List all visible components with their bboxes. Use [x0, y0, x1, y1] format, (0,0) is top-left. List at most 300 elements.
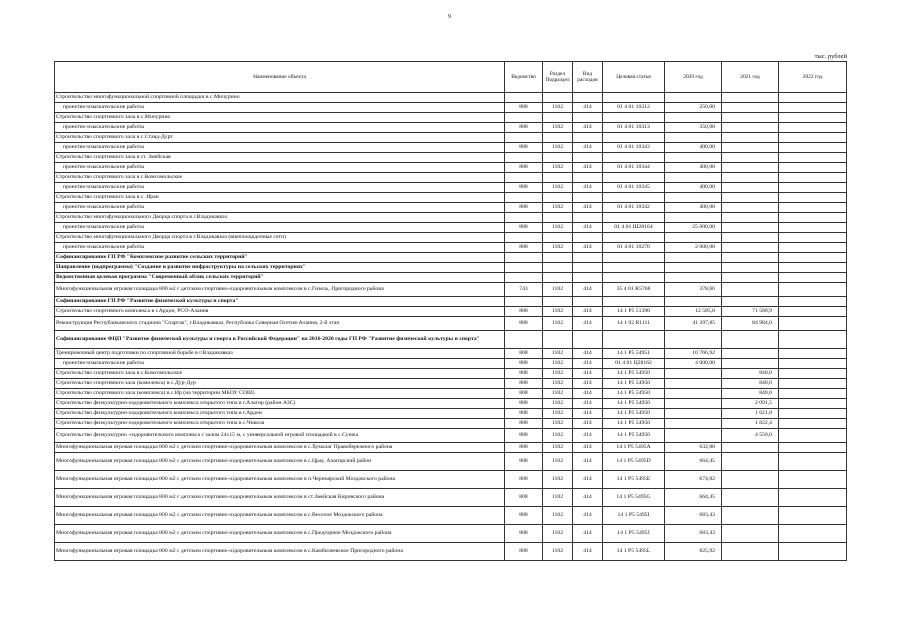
cell-2020: 400,00 — [665, 203, 722, 213]
cell-2020: 400,00 — [665, 163, 722, 173]
cell-section — [543, 297, 573, 307]
cell-2021: 84 984,0 — [722, 317, 779, 331]
header-expense-type: Вид расходов — [573, 62, 603, 93]
table-row — [55, 163, 847, 173]
cell-2020: 400,00 — [665, 183, 722, 193]
cell-2021 — [722, 203, 779, 213]
cell-target-article: 14 1 P5 54950 — [603, 369, 665, 379]
cell-target-article — [603, 273, 665, 283]
cell-section — [543, 133, 573, 143]
table-row — [55, 543, 847, 561]
cell-2021 — [722, 133, 779, 143]
cell-2021 — [722, 253, 779, 263]
cell-section: 1102 — [543, 183, 573, 193]
cell-2020: 683,43 — [665, 507, 722, 525]
cell-2022 — [779, 331, 847, 349]
cell-department: 808 — [505, 525, 543, 543]
cell-expense-type: 414 — [573, 389, 603, 399]
cell-department: 808 — [505, 203, 543, 213]
cell-object-name: Строительство спортивного зала в с.Комсомольское — [55, 369, 505, 379]
cell-2020: 674,82 — [665, 471, 722, 489]
cell-2022 — [779, 297, 847, 307]
cell-object-name: Строительство спортивного зала в с.Мичурино — [55, 113, 505, 123]
cell-2020: 41 397,85 — [665, 317, 722, 331]
cell-2021 — [722, 331, 779, 349]
cell-target-article — [603, 113, 665, 123]
cell-department: 808 — [505, 143, 543, 153]
header-section: Раздел Подраздел — [543, 62, 573, 93]
table-row — [55, 471, 847, 489]
cell-object-name: Строительство спортивного зала (комплекса) в с.Ир (на территории МБОУ СОШ) — [55, 389, 505, 399]
cell-department — [505, 331, 543, 349]
cell-section: 1102 — [543, 525, 573, 543]
table-row — [55, 507, 847, 525]
cell-2020: 12 585,0 — [665, 307, 722, 317]
cell-department: 808 — [505, 163, 543, 173]
cell-section: 1102 — [543, 409, 573, 419]
cell-2021 — [722, 453, 779, 471]
cell-department: 808 — [505, 419, 543, 429]
table-row — [55, 307, 847, 317]
cell-expense-type: 414 — [573, 453, 603, 471]
cell-2022 — [779, 133, 847, 143]
cell-object-name: Реконструкция Республиканского стадиона "Спартак", г.Владикавказ, Республика Северная Осетия-Алания, 2-й этап — [55, 317, 505, 331]
cell-department — [505, 233, 543, 243]
cell-2022 — [779, 507, 847, 525]
cell-object-name: Многофункциональная игровая площадка 800 м2 с детским спортивно-оздоровительным комплексом в ст.Змейская Кировского района — [55, 489, 505, 507]
cell-expense-type: 414 — [573, 283, 603, 297]
cell-target-article — [603, 213, 665, 223]
table-row — [55, 263, 847, 273]
cell-object-name: Многофункциональная игровая площадка 800 м2 с детским спортивно-оздоровительным комплексом в с.Предгорное Моздокского района — [55, 525, 505, 543]
cell-2021 — [722, 213, 779, 223]
cell-target-article: 14 1 P5 5495A — [603, 443, 665, 453]
table-row — [55, 153, 847, 163]
cell-department: 808 — [505, 471, 543, 489]
cell-department: 808 — [505, 389, 543, 399]
table-row — [55, 419, 847, 429]
cell-section: 1102 — [543, 123, 573, 133]
cell-department: 808 — [505, 307, 543, 317]
cell-object-name: Строительство физкультурно-оздоровительного комплекса открытого типа в с.Чикола — [55, 419, 505, 429]
cell-2022 — [779, 273, 847, 283]
cell-object-name: проектно-изыскательские работы — [55, 103, 505, 113]
cell-2022 — [779, 429, 847, 443]
cell-department: 808 — [505, 429, 543, 443]
cell-expense-type: 414 — [573, 399, 603, 409]
cell-2022 — [779, 123, 847, 133]
cell-department: 808 — [505, 443, 543, 453]
cell-section: 1102 — [543, 359, 573, 369]
cell-section: 1102 — [543, 429, 573, 443]
cell-2022 — [779, 419, 847, 429]
cell-department: 808 — [505, 543, 543, 561]
cell-section — [543, 93, 573, 103]
cell-2020 — [665, 369, 722, 379]
cell-expense-type: 414 — [573, 369, 603, 379]
cell-expense-type — [573, 193, 603, 203]
cell-department — [505, 133, 543, 143]
table-row — [55, 369, 847, 379]
cell-target-article: 01 4 01 10344 — [603, 163, 665, 173]
cell-object-name: проектно-изыскательские работы — [55, 183, 505, 193]
cell-2021 — [722, 243, 779, 253]
cell-2022 — [779, 253, 847, 263]
cell-2021 — [722, 123, 779, 133]
cell-2021 — [722, 489, 779, 507]
cell-target-article: 01 4 01 10313 — [603, 123, 665, 133]
cell-department — [505, 113, 543, 123]
cell-object-name: Ведомственная целевая программа "Современный облик сельских территорий" — [55, 273, 505, 283]
cell-2022 — [779, 93, 847, 103]
cell-2020: 2 000,00 — [665, 243, 722, 253]
cell-expense-type: 414 — [573, 123, 603, 133]
cell-expense-type — [573, 331, 603, 349]
cell-object-name: Строительство спортивного зала (комплекса) в с.Дур-Дур — [55, 379, 505, 389]
cell-expense-type — [573, 153, 603, 163]
cell-expense-type — [573, 113, 603, 123]
cell-target-article: 14 1 P5 54950 — [603, 399, 665, 409]
cell-section: 1102 — [543, 453, 573, 471]
cell-2020 — [665, 331, 722, 349]
cell-2022 — [779, 163, 847, 173]
table-row — [55, 213, 847, 223]
cell-object-name: Строительство многофункционального Дворца спорта в г.Владикавказ — [55, 213, 505, 223]
cell-2021: 2 091,5 — [722, 399, 779, 409]
cell-2020 — [665, 173, 722, 183]
cell-target-article: 14 1 02 R1111 — [603, 317, 665, 331]
cell-section: 1102 — [543, 379, 573, 389]
cell-2020 — [665, 297, 722, 307]
cell-2021 — [722, 103, 779, 113]
cell-2022 — [779, 409, 847, 419]
cell-expense-type: 414 — [573, 223, 603, 233]
cell-expense-type: 414 — [573, 359, 603, 369]
cell-section: 1102 — [543, 471, 573, 489]
cell-expense-type: 414 — [573, 349, 603, 359]
table-row — [55, 379, 847, 389]
table-row — [55, 183, 847, 193]
cell-department: 808 — [505, 369, 543, 379]
cell-expense-type: 414 — [573, 429, 603, 443]
header-2022: 2022 год — [779, 62, 847, 93]
cell-expense-type — [573, 173, 603, 183]
cell-target-article: 14 1 P5 54950 — [603, 389, 665, 399]
cell-2020 — [665, 263, 722, 273]
cell-section — [543, 273, 573, 283]
cell-section — [543, 173, 573, 183]
table-row — [55, 193, 847, 203]
cell-target-article — [603, 233, 665, 243]
cell-target-article: 01 4 01 10276 — [603, 243, 665, 253]
cell-2021 — [722, 471, 779, 489]
cell-expense-type: 414 — [573, 489, 603, 507]
table-row — [55, 133, 847, 143]
cell-2022 — [779, 113, 847, 123]
cell-object-name: Многофункциональная игровая площадка 800 м2 с детским спортивно-оздоровительным комплексом в с.Веселое Моздокского района — [55, 507, 505, 525]
cell-2020: 10 766,92 — [665, 349, 722, 359]
cell-2021 — [722, 443, 779, 453]
header-object-name: Наименование объекта — [55, 62, 505, 93]
cell-section: 1102 — [543, 443, 573, 453]
cell-department: 808 — [505, 489, 543, 507]
table-row — [55, 273, 847, 283]
cell-object-name: проектно-изыскательские работы — [55, 359, 505, 369]
cell-section: 1102 — [543, 349, 573, 359]
cell-expense-type: 414 — [573, 163, 603, 173]
cell-section: 1102 — [543, 489, 573, 507]
header-target-article: Целевая статья — [603, 62, 665, 93]
cell-2021 — [722, 113, 779, 123]
cell-2021: 840,0 — [722, 389, 779, 399]
table-row — [55, 525, 847, 543]
cell-section — [543, 331, 573, 349]
cell-section: 1102 — [543, 103, 573, 113]
cell-2022 — [779, 283, 847, 297]
cell-expense-type: 414 — [573, 317, 603, 331]
cell-2020: 664,45 — [665, 453, 722, 471]
cell-2021 — [722, 543, 779, 561]
cell-object-name: Строительство многофункционального Дворца спорта в г.Владикавказ (внеплощадочные сети) — [55, 233, 505, 243]
cell-target-article — [603, 331, 665, 349]
cell-expense-type — [573, 133, 603, 143]
cell-expense-type: 414 — [573, 143, 603, 153]
cell-2021 — [722, 193, 779, 203]
cell-2021: 4 550,0 — [722, 429, 779, 443]
cell-2020: 378,66 — [665, 283, 722, 297]
cell-department: 808 — [505, 359, 543, 369]
cell-target-article: 14 1 P5 5495D — [603, 453, 665, 471]
cell-object-name: Многофункциональная игровая площадка 800 м2 с детским спортивно-оздоровительным комплексом в с.Црау, Алагирский район — [55, 453, 505, 471]
cell-2021 — [722, 297, 779, 307]
header-department: Ведомство — [505, 62, 543, 93]
cell-2022 — [779, 379, 847, 389]
cell-2022 — [779, 359, 847, 369]
cell-2021 — [722, 163, 779, 173]
cell-department: 808 — [505, 379, 543, 389]
cell-expense-type: 414 — [573, 443, 603, 453]
cell-target-article: 14 1 P5 51390 — [603, 307, 665, 317]
cell-target-article: 01 4 01 10342 — [603, 203, 665, 213]
table-row — [55, 429, 847, 443]
cell-department — [505, 273, 543, 283]
cell-section: 1102 — [543, 543, 573, 561]
page-number: 9 — [448, 14, 451, 20]
table-row — [55, 359, 847, 369]
cell-expense-type: 414 — [573, 409, 603, 419]
cell-section: 1102 — [543, 243, 573, 253]
cell-section: 1102 — [543, 307, 573, 317]
cell-object-name: проектно-изыскательские работы — [55, 223, 505, 233]
cell-section — [543, 263, 573, 273]
cell-target-article — [603, 193, 665, 203]
cell-target-article: 14 1 P5 5495J — [603, 525, 665, 543]
cell-2021: 1 621,8 — [722, 409, 779, 419]
cell-2022 — [779, 471, 847, 489]
cell-target-article: 14 1 P5 5495L — [603, 543, 665, 561]
table-row — [55, 113, 847, 123]
cell-object-name: проектно-изыскательские работы — [55, 123, 505, 133]
cell-object-name: Многофункциональная игровая площадка 800 м2 с детским спортивно-оздоровительным комплексом в п.Черноярский Моздокского района — [55, 471, 505, 489]
cell-object-name: Многофункциональная игровая площадка 800 м2 с детским спортивно-оздоровительным комплексом в с.Камбилеевское Пригородного района — [55, 543, 505, 561]
cell-target-article: 01 4 01 10345 — [603, 183, 665, 193]
cell-object-name: проектно-изыскательские работы — [55, 203, 505, 213]
cell-target-article: 14 1 P5 5495E — [603, 471, 665, 489]
cell-object-name: Софинансирование ФЦП "Развитие физической культуры и спорта в Российской Федерации" на 2016-2020 годы ГП РФ "Развитие физической культуры и спорта" — [55, 331, 505, 349]
cell-section: 1102 — [543, 419, 573, 429]
cell-expense-type — [573, 253, 603, 263]
cell-target-article: 14 1 P5 5495I — [603, 507, 665, 525]
cell-2022 — [779, 399, 847, 409]
cell-department — [505, 253, 543, 263]
table-row — [55, 223, 847, 233]
cell-target-article: 14 1 P5 54950 — [603, 419, 665, 429]
cell-department: 808 — [505, 183, 543, 193]
cell-section — [543, 153, 573, 163]
cell-object-name: Тренировочный центр подготовки по спортивной борьбе в г.Владикавказ — [55, 349, 505, 359]
cell-target-article — [603, 173, 665, 183]
cell-2021 — [722, 173, 779, 183]
cell-object-name: Софинансирование ГП РФ "Комплексное развитие сельских территорий" — [55, 253, 505, 263]
cell-2020 — [665, 429, 722, 443]
cell-section: 1102 — [543, 203, 573, 213]
cell-2021 — [722, 273, 779, 283]
cell-2020: 825,92 — [665, 543, 722, 561]
units-label: тыс. рублей — [814, 53, 847, 60]
header-2021: 2021 год — [722, 62, 779, 93]
cell-expense-type — [573, 93, 603, 103]
cell-object-name: Направление (подпрограмма) "Создание и развитие инфраструктуры на сельских территориях" — [55, 263, 505, 273]
cell-expense-type: 414 — [573, 525, 603, 543]
cell-object-name: Многофункциональная игровая площадка 800 м2 с детским спортивно-оздоровительным комплексом в с.Хумалаг Правобережного района — [55, 443, 505, 453]
cell-2021 — [722, 283, 779, 297]
cell-2022 — [779, 223, 847, 233]
cell-object-name: проектно-изыскательские работы — [55, 243, 505, 253]
cell-2020 — [665, 153, 722, 163]
cell-target-article: 01 4 01 Ш28164 — [603, 223, 665, 233]
cell-2022 — [779, 243, 847, 253]
cell-target-article: 14 1 P5 54950 — [603, 409, 665, 419]
cell-2021 — [722, 349, 779, 359]
cell-2022 — [779, 233, 847, 243]
cell-object-name: Строительство спортивного зала в с.Ставд-Дурт — [55, 133, 505, 143]
table-row — [55, 399, 847, 409]
table-row — [55, 453, 847, 471]
cell-department: 808 — [505, 453, 543, 471]
table-row — [55, 203, 847, 213]
cell-2022 — [779, 443, 847, 453]
cell-expense-type: 414 — [573, 103, 603, 113]
cell-2021 — [722, 263, 779, 273]
cell-department: 808 — [505, 123, 543, 133]
cell-2022 — [779, 103, 847, 113]
cell-2020 — [665, 389, 722, 399]
cell-object-name: Строительство многофункциональной спортивной площадки в с.Мичурино — [55, 93, 505, 103]
cell-target-article — [603, 93, 665, 103]
table-row — [55, 389, 847, 399]
cell-expense-type — [573, 273, 603, 283]
cell-section: 1102 — [543, 143, 573, 153]
cell-target-article: 14 1 P5 54950 — [603, 379, 665, 389]
cell-object-name: Многофункциональная игровая площадка 800 м2 с детским спортивно-оздоровительным комплексом в с.Гизель, Пригородного района — [55, 283, 505, 297]
cell-expense-type: 414 — [573, 543, 603, 561]
cell-2020: 632,80 — [665, 443, 722, 453]
cell-department: 808 — [505, 103, 543, 113]
cell-target-article: 01 4 01 10343 — [603, 143, 665, 153]
cell-expense-type: 414 — [573, 419, 603, 429]
cell-section — [543, 113, 573, 123]
cell-2021 — [722, 525, 779, 543]
cell-target-article — [603, 153, 665, 163]
cell-department — [505, 153, 543, 163]
cell-2020 — [665, 379, 722, 389]
table-row — [55, 103, 847, 113]
cell-2022 — [779, 307, 847, 317]
cell-expense-type: 414 — [573, 471, 603, 489]
cell-section — [543, 233, 573, 243]
cell-section: 1102 — [543, 163, 573, 173]
cell-expense-type — [573, 297, 603, 307]
cell-2020 — [665, 399, 722, 409]
cell-section — [543, 253, 573, 263]
cell-2021 — [722, 223, 779, 233]
cell-2022 — [779, 543, 847, 561]
table-row — [55, 253, 847, 263]
cell-2020: 400,00 — [665, 143, 722, 153]
cell-2021: 1 822,4 — [722, 419, 779, 429]
cell-target-article: 14 1 P5 54951 — [603, 349, 665, 359]
cell-department: 808 — [505, 399, 543, 409]
cell-2020: 25 000,00 — [665, 223, 722, 233]
cell-2022 — [779, 389, 847, 399]
cell-2022 — [779, 213, 847, 223]
cell-expense-type: 414 — [573, 379, 603, 389]
table-row — [55, 443, 847, 453]
table-header-row — [55, 62, 847, 93]
cell-target-article — [603, 253, 665, 263]
table-row — [55, 489, 847, 507]
cell-department — [505, 193, 543, 203]
cell-2021 — [722, 93, 779, 103]
table-row — [55, 93, 847, 103]
cell-2021 — [722, 183, 779, 193]
cell-target-article: 14 1 P5 5495G — [603, 489, 665, 507]
cell-department — [505, 93, 543, 103]
cell-2022 — [779, 193, 847, 203]
table-row — [55, 123, 847, 133]
budget-table — [54, 61, 847, 561]
cell-2022 — [779, 153, 847, 163]
cell-department — [505, 213, 543, 223]
cell-object-name: Строительство спортивного комплекса в г.Ардон, РСО-Алания — [55, 307, 505, 317]
cell-2020 — [665, 409, 722, 419]
cell-2020: 4 000,00 — [665, 359, 722, 369]
cell-2020: 350,00 — [665, 123, 722, 133]
cell-2020 — [665, 419, 722, 429]
cell-target-article: 35 4 01 R5768 — [603, 283, 665, 297]
cell-expense-type — [573, 263, 603, 273]
cell-2022 — [779, 183, 847, 193]
cell-expense-type: 414 — [573, 203, 603, 213]
cell-2021 — [722, 153, 779, 163]
cell-2020 — [665, 113, 722, 123]
cell-object-name: Строительство спортивного зала в ст. Змейская — [55, 153, 505, 163]
cell-2022 — [779, 369, 847, 379]
table-row — [55, 243, 847, 253]
cell-department: 808 — [505, 349, 543, 359]
cell-2022 — [779, 453, 847, 471]
cell-2022 — [779, 143, 847, 153]
